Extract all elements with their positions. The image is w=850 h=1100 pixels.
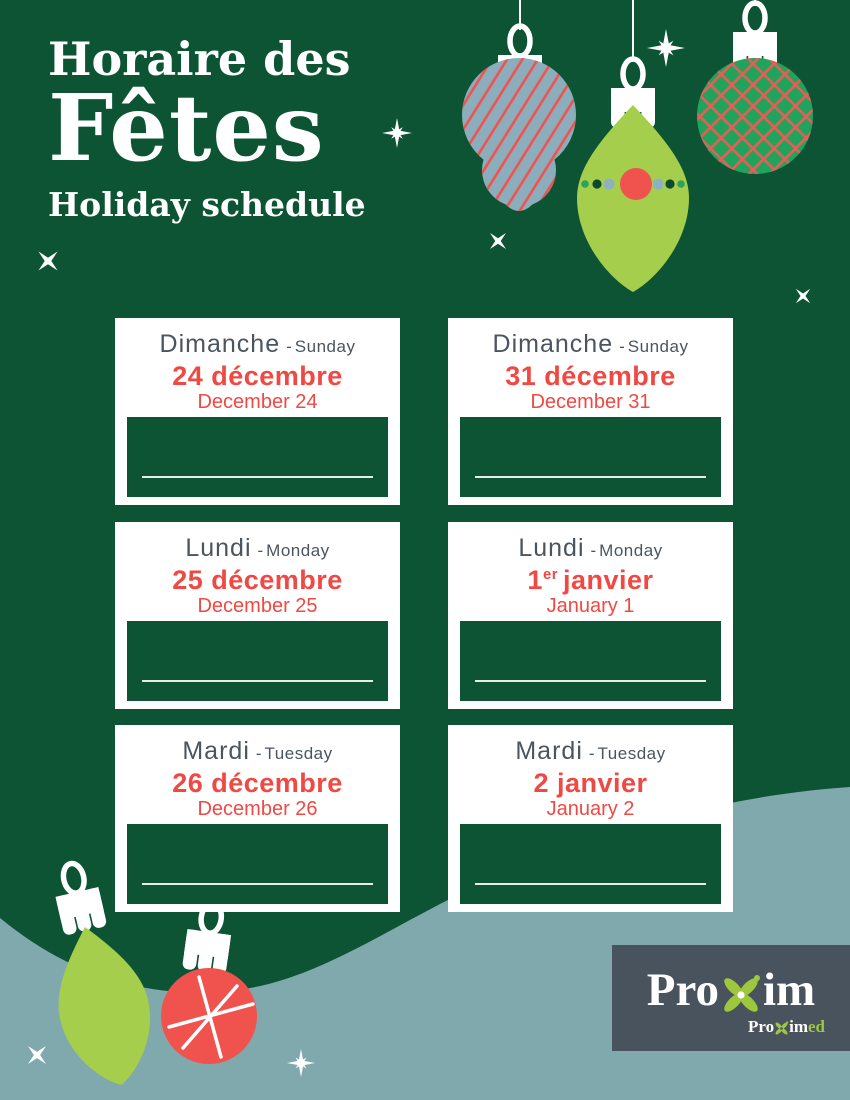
day-separator: - — [257, 541, 264, 560]
proxim-wordmark — [647, 966, 815, 1016]
proximed-wordmark — [748, 1017, 825, 1037]
date-month: janvier — [563, 564, 654, 595]
day-separator: - — [588, 744, 595, 763]
day-row — [115, 535, 400, 563]
hours-blank-line — [142, 680, 373, 683]
day-separator: - — [255, 744, 262, 763]
sparkle-star-icon — [647, 29, 685, 67]
day-row — [115, 331, 400, 359]
title-english: Holiday schedule — [48, 184, 366, 224]
schedule-card-dec25 — [115, 522, 400, 709]
hours-panel — [127, 824, 388, 904]
hours-panel — [460, 417, 721, 497]
hours-blank-line — [475, 680, 706, 683]
petal-x-icon — [720, 974, 762, 1016]
schedule-card-dec24 — [115, 318, 400, 505]
date-french: 25 décembre — [172, 564, 343, 595]
day-row — [448, 738, 733, 766]
day-separator: - — [590, 541, 597, 560]
date-english: December 26 — [197, 797, 318, 820]
proxim-logo — [612, 945, 850, 1051]
hours-panel — [460, 621, 721, 701]
day-name-en: Sunday — [627, 337, 689, 356]
sparkle-x-icon — [482, 225, 514, 257]
striped-bauble-icon — [455, 26, 585, 230]
day-row — [448, 331, 733, 359]
sub-text-end: ed — [808, 1016, 825, 1036]
hours-blank-line — [475, 883, 706, 886]
day-name-fr: Dimanche — [492, 330, 614, 358]
day-separator: - — [286, 337, 292, 356]
petal-x-icon — [774, 1021, 789, 1036]
date-french: 26 décembre — [172, 767, 343, 798]
day-name-en: Tuesday — [264, 744, 333, 763]
title-french-line2: Fêtes — [48, 73, 325, 182]
sparkle-x-icon — [29, 242, 67, 280]
schedule-card-dec31 — [448, 318, 733, 505]
date-english: January 2 — [546, 797, 635, 820]
crosshatch-bauble-icon — [695, 3, 815, 176]
day-name-en: Sunday — [294, 337, 356, 356]
day-row — [115, 738, 400, 766]
date-ordinal: er — [542, 566, 558, 583]
date-english: December 31 — [530, 390, 651, 413]
date-french: 31 décembre — [505, 360, 676, 391]
date-french: 24 décembre — [172, 360, 343, 391]
date-english: December 24 — [197, 390, 318, 413]
schedule-card-jan2 — [448, 725, 733, 912]
hours-blank-line — [475, 476, 706, 479]
sub-text-pre: Pro — [747, 1016, 775, 1036]
logo-text-pre: Pro — [646, 964, 719, 1016]
hours-panel — [460, 824, 721, 904]
date-french — [448, 566, 733, 594]
date-number: 1 — [527, 564, 543, 595]
hours-panel — [127, 621, 388, 701]
date-english: January 1 — [546, 594, 635, 617]
day-name-en: Monday — [266, 541, 330, 560]
hours-blank-line — [142, 476, 373, 479]
day-name-en: Tuesday — [597, 744, 666, 763]
title-french-line1: Horaire des — [48, 32, 351, 86]
poster-title — [48, 32, 366, 224]
ornament-strings — [520, 0, 755, 62]
sub-text-mid: im — [789, 1016, 808, 1036]
schedule-card-dec26 — [115, 725, 400, 912]
day-name-fr: Mardi — [515, 737, 583, 765]
day-name-en: Monday — [599, 541, 663, 560]
snowflake-ball-icon — [161, 900, 257, 1064]
day-name-fr: Dimanche — [159, 330, 281, 358]
day-row — [448, 535, 733, 563]
date-french: 2 janvier — [533, 767, 648, 798]
hours-blank-line — [142, 883, 373, 886]
drop-bauble-icon — [577, 59, 689, 292]
logo-text-post: im — [763, 964, 816, 1016]
date-english: December 25 — [197, 594, 318, 617]
day-name-fr: Lundi — [518, 534, 585, 562]
sparkle-x-icon — [789, 282, 818, 311]
day-name-fr: Lundi — [185, 534, 252, 562]
hours-panel — [127, 417, 388, 497]
day-name-fr: Mardi — [182, 737, 250, 765]
day-separator: - — [619, 337, 625, 356]
schedule-card-jan1 — [448, 522, 733, 709]
sparkle-star-icon — [382, 118, 412, 148]
